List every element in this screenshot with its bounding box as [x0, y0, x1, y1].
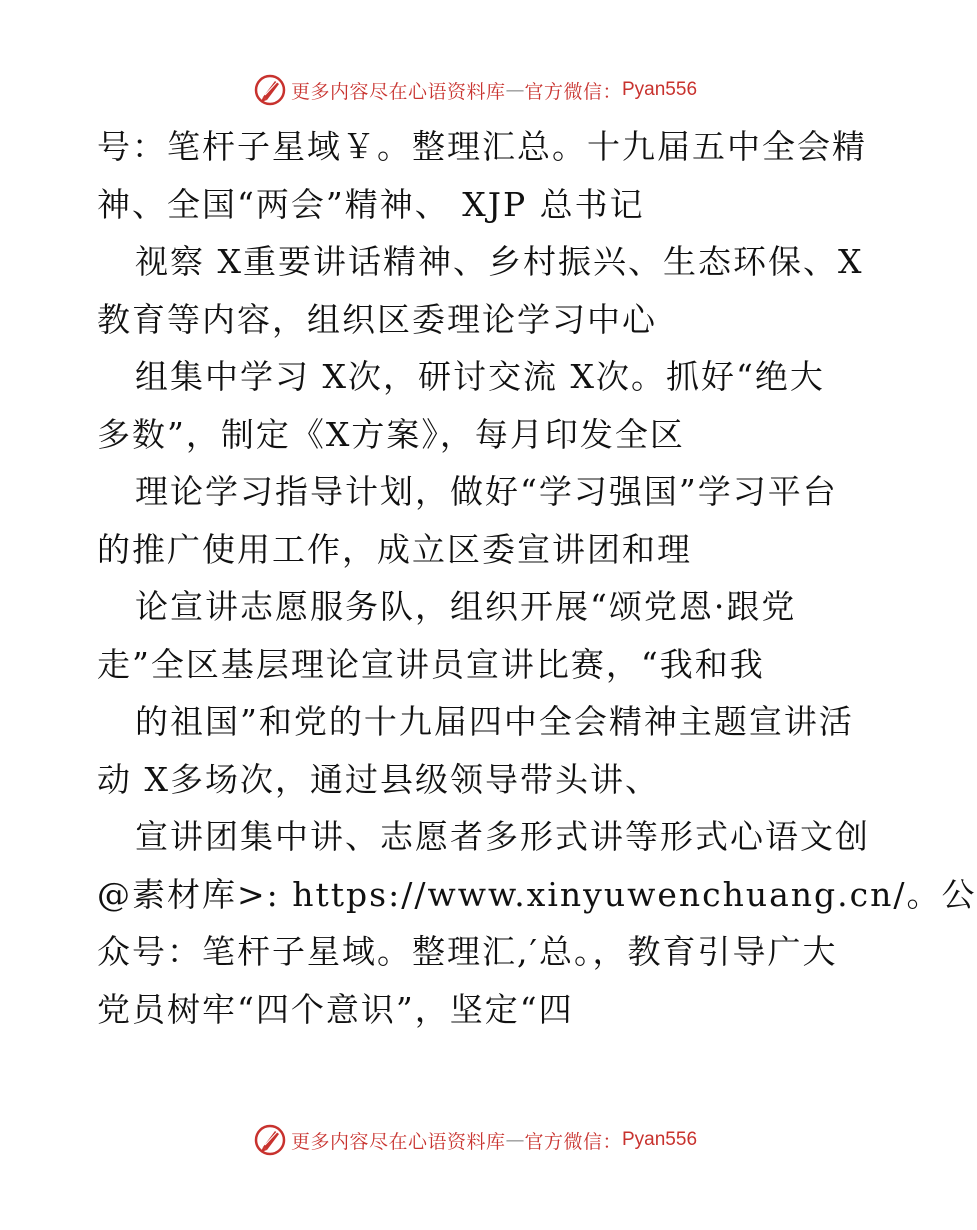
text-line: 教育等内容，组织区委理论学习中心: [97, 299, 657, 339]
text-line: 神、全国“两会”精神、 XJP 总书记: [97, 184, 645, 224]
text-line: 的祖国”和党的十九届四中全会精神主题宣讲活: [135, 702, 854, 741]
text-line: 党员树牢“四个意识”，坚定“四: [97, 989, 574, 1029]
text-line: 的推广使用工作，成立区委宣讲团和理: [97, 529, 692, 569]
header-banner: [0, 70, 950, 110]
text-line: 组集中学习 X次，研讨交流 X次。抓好“绝大: [135, 357, 825, 396]
text-line: @素材库>: https://www.xinyuwenchuang.cn/。公: [97, 874, 977, 914]
header-separator: —: [505, 79, 525, 101]
text-line: 宣讲团集中讲、志愿者多形式讲等形式心语文创: [135, 817, 870, 856]
text-line: 理论学习指导计划，做好“学习强国”学习平台: [135, 472, 838, 511]
pen-logo-icon: [253, 1123, 287, 1157]
footer-title: 更多内容尽在心语资料库: [290, 1130, 506, 1153]
text-line: 动 X多场次，通过县级领导带头讲、: [97, 759, 660, 799]
text-line: 众号：笔杆子星域。整理汇,′总。，教育引导广大: [97, 932, 838, 971]
footer-banner: [0, 1120, 950, 1160]
text-line: 走”全区基层理论宣讲员宣讲比赛，“我和我: [97, 644, 765, 684]
footer-wechat-label: 官方微信：: [524, 1130, 622, 1153]
document-body: [97, 118, 977, 1038]
pen-logo-icon: [253, 73, 287, 107]
header-wechat-label: 官方微信：: [524, 80, 622, 103]
text-line: 视察 X重要讲话精神、乡村振兴、生态环保、X: [135, 242, 864, 281]
footer-wechat-id: Pyan556: [622, 1129, 698, 1150]
header-wechat-id: Pyan556: [622, 79, 698, 100]
header-title: 更多内容尽在心语资料库: [290, 80, 506, 103]
text-line: 多数”，制定《X方案》，每月印发全区: [97, 414, 685, 454]
footer-separator: —: [505, 1129, 525, 1151]
text-line: 论宣讲志愿服务队，组织开展“颂党恩·跟党: [135, 587, 797, 626]
text-line: 号：笔杆子星域￥。整理汇总。十九届五中全会精: [97, 127, 867, 166]
